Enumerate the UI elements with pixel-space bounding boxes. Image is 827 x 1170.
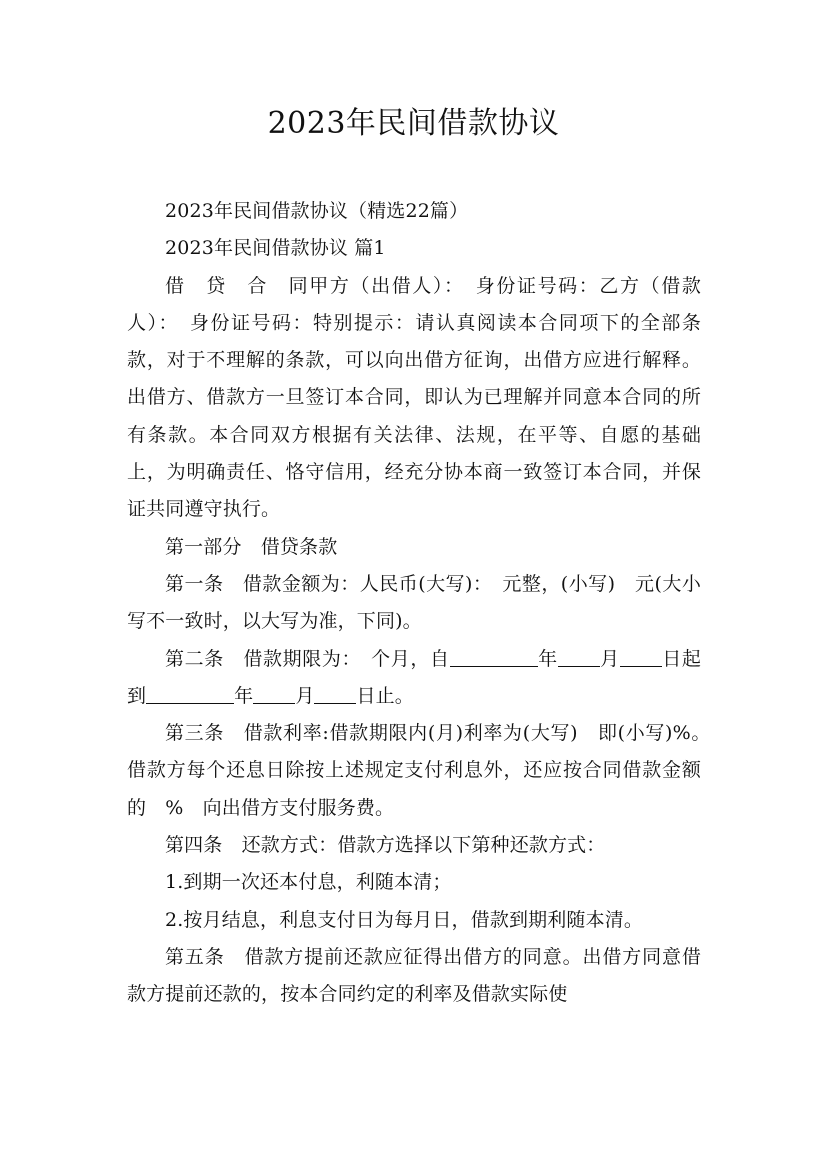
article-5-paragraph: 第五条 借款方提前还款应征得出借方的同意。出借方同意借款方提前还款的，按本合同约定的利率及借款实际使 <box>127 945 701 1006</box>
end-year-label: 年 <box>234 684 254 707</box>
document-title: 2023年民间借款协议 <box>267 106 560 141</box>
intro-paragraph: 借 贷 合 同甲方（出借人）： 身份证号码：乙方（借款人）： 身份证号码：特别提示：请认真阅读本合同项下的全部条款，对于不理解的条款，可以向出借方征询，出借方应进行解释。出借方、借款方一旦签订本合同，即认为已理解并同意本合同的所有条款。本合同双方根据有关法律、法规，在平等、自愿的基础上，为明确责任、恪守信用，经充分协本商一致签订本合同，并保证共同遵守执行。 <box>127 274 701 521</box>
article-3-paragraph: 第三条 借款利率:借款期限内(月)利率为(大写) 即(小写)%。 借款方每个还息日除按上述规定支付利息外，还应按合同借款金额的 % 向出借方支付服务费。 <box>127 722 721 819</box>
end-day-blank <box>314 684 356 704</box>
article-2-lead: 第二条 借款期限为： 个月，自 <box>165 647 450 670</box>
end-month-label: 月 <box>295 684 315 707</box>
until-label: 日止。 <box>356 684 414 707</box>
part-one-heading: 第一部分 借贷条款 <box>165 535 338 558</box>
year-label: 年 <box>537 647 558 670</box>
article-2-paragraph <box>127 641 701 716</box>
repayment-option-2: 2.按月结息，利息支付日为每月日，借款到期利随本清。 <box>165 908 644 931</box>
end-year-blank <box>146 684 234 704</box>
start-day-blank <box>620 647 662 667</box>
start-year-blank <box>450 647 538 667</box>
article-1-paragraph: 第一条 借款金额为：人民币(大写)： 元整，(小写) 元(大小写不一致时，以大写为准，下同)。 <box>127 572 701 633</box>
from-label: 日起到 <box>127 647 701 707</box>
end-month-blank <box>253 684 295 704</box>
section-heading: 2023年民间借款协议 篇1 <box>165 237 386 260</box>
month-label: 月 <box>599 647 620 670</box>
article-4-paragraph: 第四条 还款方式：借款方选择以下第种还款方式： <box>165 834 606 857</box>
start-month-blank <box>558 647 600 667</box>
document-body <box>127 193 721 1014</box>
subtitle-paragraph: 2023年民间借款协议（精选22篇） <box>165 200 469 222</box>
repayment-option-1: 1.到期一次还本付息，利随本清； <box>165 871 452 894</box>
